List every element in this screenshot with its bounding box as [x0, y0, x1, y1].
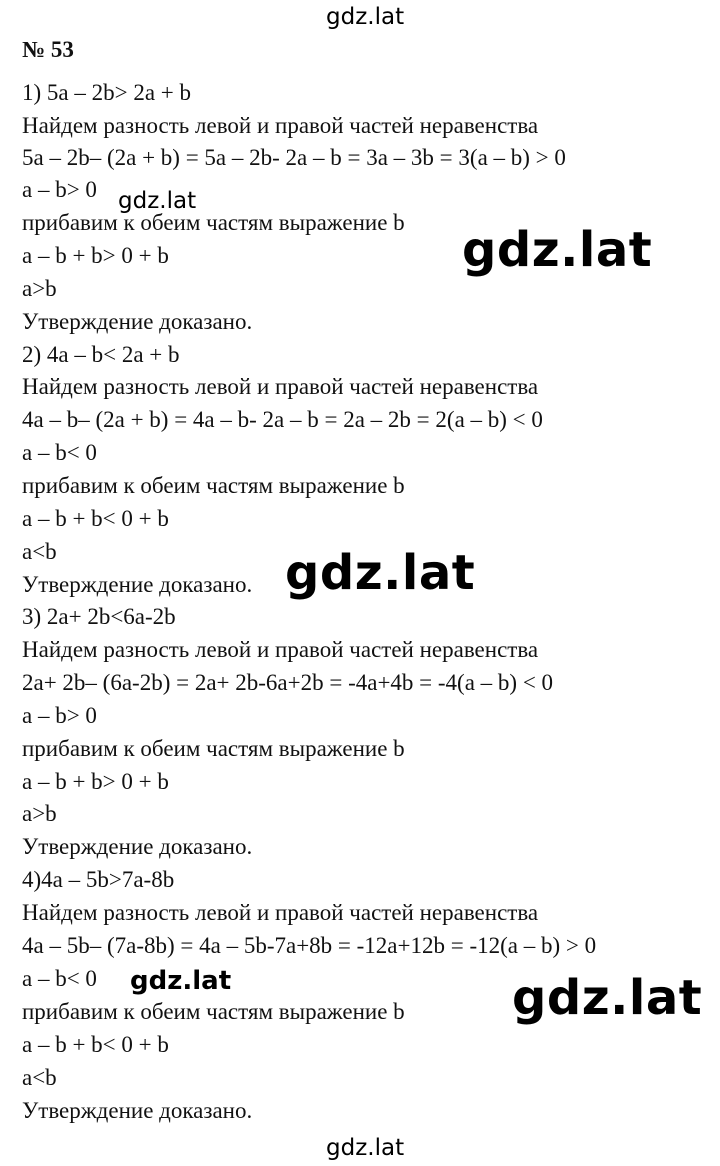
text-line: Найдем разность левой и правой частей неравенства — [22, 113, 539, 138]
watermark-bottom: gdz.lat — [326, 1135, 405, 1161]
text-line: a – b + b< 0 + b — [22, 1032, 169, 1057]
text-line: прибавим к обеим частям выражение b — [22, 473, 405, 498]
text-line: a>b — [22, 276, 57, 301]
text-line: a – b< 0 — [22, 440, 97, 465]
text-line: a>b — [22, 801, 57, 826]
text-line: a – b> 0 — [22, 703, 97, 728]
text-line: 2) 4a – b< 2a + b — [22, 342, 180, 367]
page-title: № 53 — [22, 37, 74, 62]
watermark-top: gdz.lat — [326, 4, 405, 30]
watermark-inline: gdz.lat — [118, 188, 197, 214]
text-line: a<b — [22, 539, 57, 564]
text-line: a – b + b> 0 + b — [22, 243, 169, 268]
text-line: 4a – b– (2a + b) = 4a – b- 2a – b = 2a – 2b = 2(a – b) < 0 — [22, 407, 543, 432]
text-line: Утверждение доказано. — [22, 309, 253, 334]
text-line: a – b< 0 — [22, 966, 97, 991]
text-line: 4)4a – 5b>7a-8b — [22, 867, 175, 892]
text-line: Утверждение доказано. — [22, 572, 253, 597]
watermark-large: gdz.lat — [512, 970, 703, 1026]
watermark-large: gdz.lat — [285, 545, 476, 601]
text-line: a – b> 0 — [22, 177, 97, 202]
text-line: a<b — [22, 1065, 57, 1090]
text-line: Утверждение доказано. — [22, 834, 253, 859]
text-line: Найдем разность левой и правой частей неравенства — [22, 900, 539, 925]
text-line: a – b + b> 0 + b — [22, 769, 169, 794]
text-line: Найдем разность левой и правой частей неравенства — [22, 637, 539, 662]
text-line: 2a+ 2b– (6a-2b) = 2a+ 2b-6a+2b = -4a+4b = -4(a – b) < 0 — [22, 670, 554, 695]
watermark-large: gdz.lat — [462, 222, 653, 278]
text-line: Найдем разность левой и правой частей неравенства — [22, 374, 539, 399]
text-line: 5a – 2b– (2a + b) = 5a – 2b- 2a – b = 3a – 3b = 3(a – b) > 0 — [22, 145, 566, 170]
text-line: 4a – 5b– (7a-8b) = 4a – 5b-7a+8b = -12a+12b = -12(a – b) > 0 — [22, 933, 597, 958]
text-line: прибавим к обеим частям выражение b — [22, 736, 405, 761]
text-line: 1) 5a – 2b> 2a + b — [22, 80, 192, 105]
text-line: Утверждение доказано. — [22, 1098, 253, 1123]
text-line: прибавим к обеим частям выражение b — [22, 210, 405, 235]
text-line: 3) 2a+ 2b<6a-2b — [22, 604, 176, 629]
text-line: a – b + b< 0 + b — [22, 506, 169, 531]
text-line: прибавим к обеим частям выражение b — [22, 999, 405, 1024]
watermark-inline: gdz.lat — [130, 966, 232, 996]
